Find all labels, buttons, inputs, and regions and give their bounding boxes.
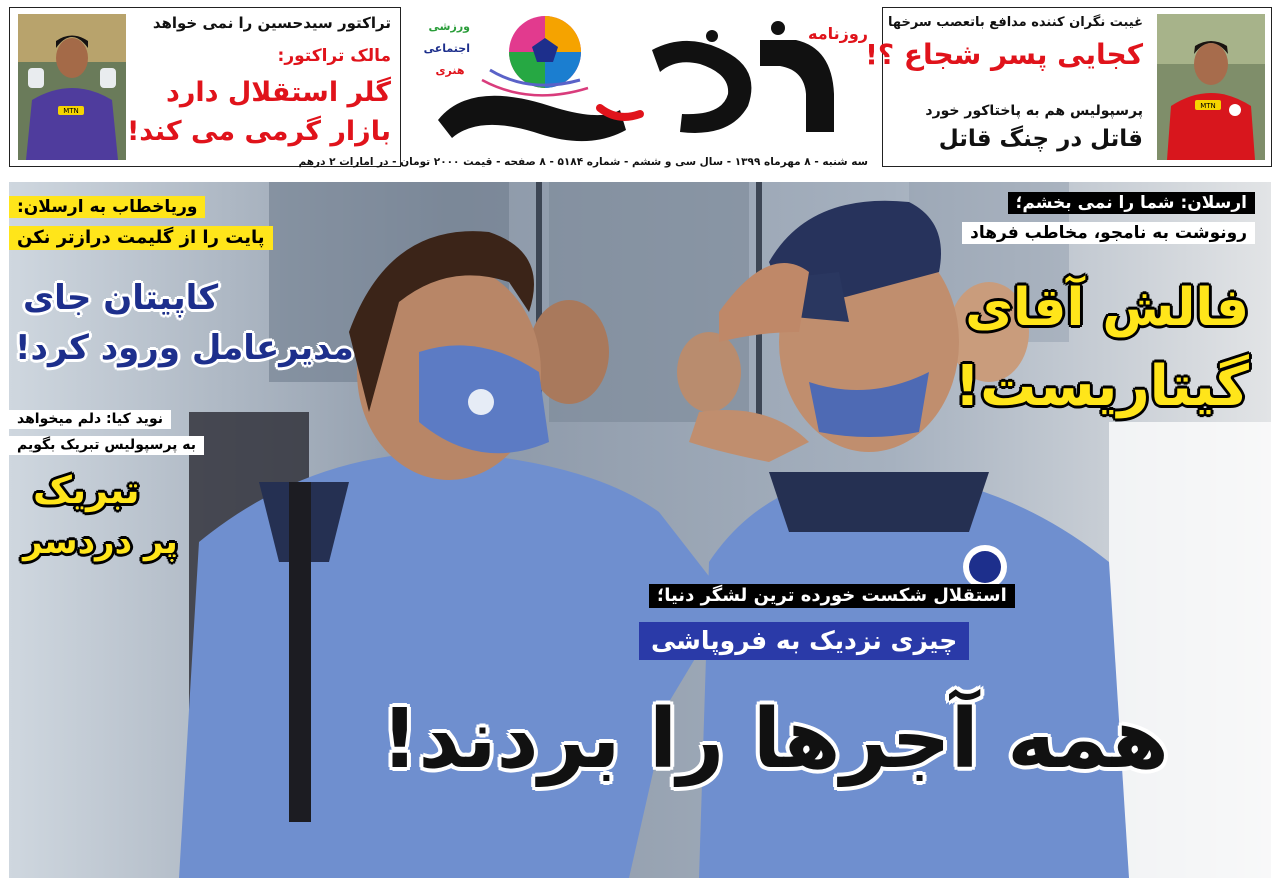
- logo-tagline-2: اجتماعی: [423, 42, 470, 55]
- logo-tagline-3: هنری: [435, 64, 465, 77]
- main-photo: [9, 182, 1271, 878]
- top-right-headline-2: گیتاریست!: [954, 354, 1249, 419]
- svg-text:MTN: MTN: [63, 107, 79, 115]
- top-right-headline-1: فالش آقای: [965, 278, 1249, 338]
- mid-left-kicker-1: نوید کیا: دلم میخواهد: [9, 410, 171, 429]
- top-left-kicker-2: پایت را از گلیمت درازتر نکن: [9, 226, 273, 250]
- mid-left-kicker-2: به پرسپولیس تبریک بگویم: [9, 436, 204, 455]
- center-kicker: استقلال شکست خورده ترین لشگر دنیا؛: [649, 584, 1015, 608]
- right-box-sub-kicker: پرسپولیس هم به پاختاکور خورد: [925, 103, 1143, 119]
- left-box-sub-kicker: مالک تراکتور:: [277, 46, 391, 66]
- mid-left-headline-2: پر دردسر: [23, 522, 178, 562]
- logo-letterforms: [438, 21, 834, 141]
- masthead-left-box: [9, 7, 401, 167]
- right-box-sub-headline: قاتل در چنگ قاتل: [938, 126, 1143, 152]
- top-left-kicker-1: وریاخطاب به ارسلان:: [9, 196, 205, 218]
- left-box-headline-2: بازار گرمی می کند!: [126, 116, 391, 147]
- issue-info-line: سه شنبه - ۸ مهرماه ۱۳۹۹ - سال سی و ششم - شماره ۵۱۸۴ - ۸ صفحه - قیمت ۲۰۰۰ تومان - در امارات ۲ درهم: [298, 156, 868, 168]
- logo-tagline-1: ورزشی: [428, 20, 470, 33]
- logo-prefix: روزنامه: [808, 24, 868, 43]
- center-headline: چیزی نزدیک به فروپاشی: [639, 622, 969, 660]
- top-right-kicker-1: ارسلان: شما را نمی بخشم؛: [1008, 192, 1255, 214]
- newspaper-logo: [423, 10, 870, 160]
- top-left-headline-2: مدیرعامل ورود کرد!: [15, 328, 354, 368]
- logo-ball-icon: [482, 16, 588, 95]
- main-headline: همه آجرها را بردند!: [381, 692, 1169, 787]
- right-box-headline: کجایی پسر شجاع ؟!: [865, 38, 1143, 71]
- top-right-kicker-2: رونوشت به نامجو، مخاطب فرهاد: [962, 222, 1255, 244]
- masthead-right-box: [865, 7, 1272, 167]
- left-box-headline-1: گلر استقلال دارد: [165, 77, 391, 108]
- svg-text:MTN: MTN: [1200, 102, 1216, 110]
- persepolis-player-photo: [1157, 14, 1265, 160]
- top-left-headline-1: کاپیتان جای: [23, 278, 219, 318]
- left-box-kicker: تراکتور سیدحسین را نمی خواهد: [152, 14, 391, 32]
- mid-left-headline-1: تبریک: [33, 468, 140, 512]
- goalkeeper-photo: [18, 14, 126, 160]
- right-box-kicker: غیبت نگران کننده مدافع باتعصب سرخها: [888, 15, 1143, 30]
